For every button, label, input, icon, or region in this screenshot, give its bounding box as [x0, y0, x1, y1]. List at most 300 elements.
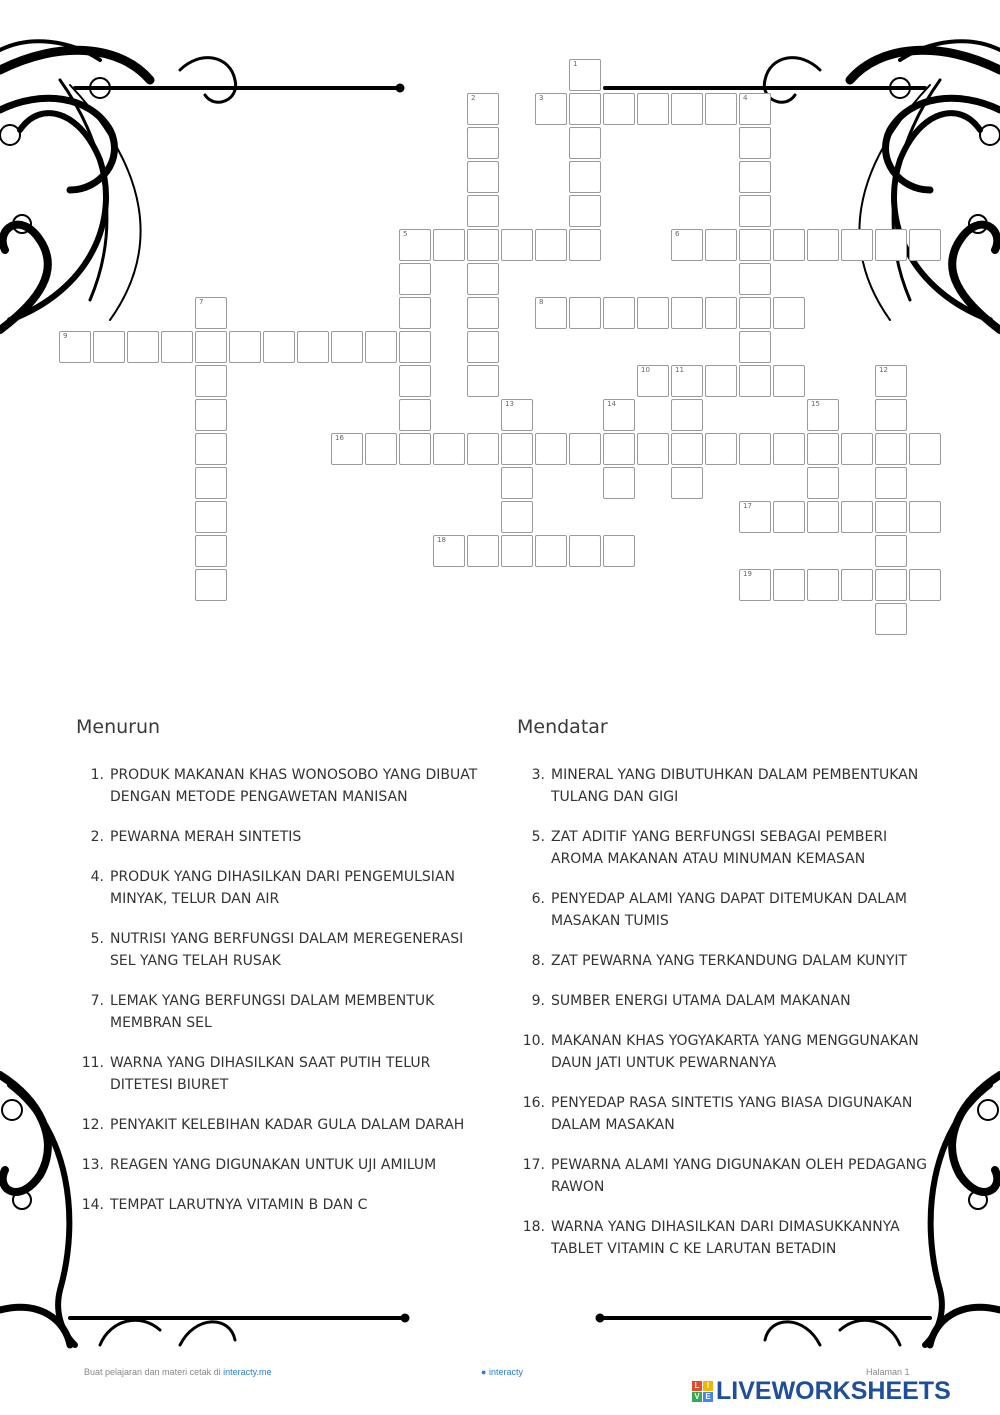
crossword-cell[interactable]: [569, 297, 601, 329]
crossword-cell[interactable]: [603, 297, 635, 329]
crossword-letter-input[interactable]: [638, 94, 668, 124]
crossword-cell[interactable]: [705, 93, 737, 125]
crossword-letter-input[interactable]: [876, 570, 906, 600]
crossword-cell[interactable]: [807, 433, 839, 465]
crossword-cell[interactable]: [467, 127, 499, 159]
clues-across-list: [517, 764, 932, 1260]
crossword-letter-input[interactable]: [570, 298, 600, 328]
crossword-cell[interactable]: [331, 331, 363, 363]
footer-credit-text: Buat pelajaran dan materi cetak di: [84, 1367, 221, 1377]
crossword-cell[interactable]: [399, 263, 431, 295]
crossword-cell[interactable]: [535, 297, 567, 329]
crossword-cell[interactable]: [807, 399, 839, 431]
crossword-letter-input[interactable]: [774, 570, 804, 600]
crossword-letter-input[interactable]: [638, 298, 668, 328]
crossword-letter-input[interactable]: [570, 434, 600, 464]
crossword-letter-input[interactable]: [876, 502, 906, 532]
crossword-cell[interactable]: [229, 331, 261, 363]
clue-item: [76, 1114, 486, 1136]
crossword-cell[interactable]: [875, 569, 907, 601]
crossword-cell[interactable]: [501, 535, 533, 567]
crossword-letter-input[interactable]: [740, 264, 770, 294]
interacty-link[interactable]: interacty.me: [223, 1367, 272, 1377]
clue-item: [76, 1154, 486, 1176]
crossword-letter-input[interactable]: [230, 332, 260, 362]
interacty-brand-text: interacty: [488, 1367, 523, 1377]
crossword-cell[interactable]: [637, 365, 669, 397]
crossword-cell[interactable]: [467, 535, 499, 567]
crossword-letter-input[interactable]: [536, 230, 566, 260]
clue-item: [517, 950, 932, 972]
crossword-cell[interactable]: [467, 195, 499, 227]
crossword-letter-input[interactable]: [400, 366, 430, 396]
crossword-cell[interactable]: [501, 501, 533, 533]
crossword-letter-input[interactable]: [570, 196, 600, 226]
crossword-cell[interactable]: [705, 297, 737, 329]
crossword-cell[interactable]: [705, 229, 737, 261]
crossword-cell[interactable]: [399, 297, 431, 329]
crossword-cell[interactable]: [569, 195, 601, 227]
crossword-cell[interactable]: [569, 229, 601, 261]
crossword-letter-input[interactable]: [196, 298, 226, 328]
crossword-cell[interactable]: [637, 433, 669, 465]
clues-down: [76, 716, 486, 1234]
crossword-cell[interactable]: [195, 365, 227, 397]
crossword-letter-input[interactable]: [570, 128, 600, 158]
crossword-letter-input[interactable]: [196, 536, 226, 566]
clue-number: 12: [879, 366, 888, 374]
crossword-letter-input[interactable]: [740, 502, 770, 532]
crossword-cell[interactable]: [569, 93, 601, 125]
clue-item-text: WARNA YANG DIHASILKAN DARI DIMASUKKANNYA TABLET VITAMIN C KE LARUTAN BETADIN: [551, 1219, 900, 1257]
crossword-letter-input[interactable]: [740, 366, 770, 396]
crossword-cell[interactable]: [467, 433, 499, 465]
crossword-letter-input[interactable]: [876, 434, 906, 464]
crossword-cell[interactable]: [875, 467, 907, 499]
liveworksheets-mark-icon: [692, 1381, 713, 1402]
clues-across-title: Mendatar: [517, 716, 608, 738]
crossword-cell[interactable]: [705, 433, 737, 465]
crossword-letter-input[interactable]: [468, 94, 498, 124]
crossword-cell[interactable]: [875, 399, 907, 431]
crossword-letter-input[interactable]: [502, 502, 532, 532]
crossword-letter-input[interactable]: [468, 196, 498, 226]
crossword-letter-input[interactable]: [604, 94, 634, 124]
clue-item-text: PRODUK YANG DIHASILKAN DARI PENGEMULSIAN MINYAK, TELUR DAN AIR: [110, 869, 455, 907]
liveworksheets-logo[interactable]: [692, 1377, 951, 1405]
crossword-letter-input[interactable]: [264, 332, 294, 362]
liveworksheets-logo-text: LIVEWORKSHEETS: [716, 1376, 951, 1405]
crossword-letter-input[interactable]: [332, 332, 362, 362]
crossword-cell[interactable]: [433, 433, 465, 465]
clue-number: 3: [539, 94, 544, 102]
crossword-cell[interactable]: [297, 331, 329, 363]
crossword-cell[interactable]: [59, 331, 91, 363]
crossword-cell[interactable]: [841, 229, 873, 261]
crossword-letter-input[interactable]: [60, 332, 90, 362]
crossword-cell[interactable]: [399, 229, 431, 261]
crossword-letter-input[interactable]: [196, 434, 226, 464]
page-number: Halaman 1: [866, 1367, 910, 1377]
crossword-cell[interactable]: [773, 229, 805, 261]
crossword-letter-input[interactable]: [672, 400, 702, 430]
crossword-letter-input[interactable]: [196, 570, 226, 600]
clue-number: 18: [437, 536, 446, 544]
crossword-cell[interactable]: [909, 229, 941, 261]
crossword-letter-input[interactable]: [808, 570, 838, 600]
crossword-letter-input[interactable]: [604, 434, 634, 464]
crossword-cell[interactable]: [909, 501, 941, 533]
interacty-brand: [481, 1367, 523, 1377]
crossword-cell[interactable]: [773, 569, 805, 601]
crossword-letter-input[interactable]: [94, 332, 124, 362]
crossword-cell[interactable]: [603, 467, 635, 499]
crossword-cell[interactable]: [535, 535, 567, 567]
crossword-cell[interactable]: [739, 331, 771, 363]
crossword-cell[interactable]: [127, 331, 159, 363]
crossword-cell[interactable]: [909, 433, 941, 465]
crossword-cell[interactable]: [841, 433, 873, 465]
clue-item-text: PEWARNA ALAMI YANG DIGUNAKAN OLEH PEDAGANG RAWON: [551, 1157, 927, 1195]
crossword-letter-input[interactable]: [196, 400, 226, 430]
crossword-letter-input[interactable]: [740, 332, 770, 362]
clue-number: 7: [199, 298, 204, 306]
crossword-letter-input[interactable]: [740, 162, 770, 192]
crossword-letter-input[interactable]: [468, 332, 498, 362]
crossword-letter-input[interactable]: [876, 604, 906, 634]
crossword-letter-input[interactable]: [706, 94, 736, 124]
crossword-cell[interactable]: [739, 569, 771, 601]
crossword-letter-input[interactable]: [638, 366, 668, 396]
crossword-cell[interactable]: [841, 501, 873, 533]
crossword-letter-input[interactable]: [740, 128, 770, 158]
crossword-cell[interactable]: [365, 433, 397, 465]
crossword-letter-input[interactable]: [740, 570, 770, 600]
crossword-cell[interactable]: [875, 229, 907, 261]
crossword-letter-input[interactable]: [468, 366, 498, 396]
crossword-letter-input[interactable]: [672, 230, 702, 260]
crossword-letter-input[interactable]: [672, 366, 702, 396]
crossword-letter-input[interactable]: [672, 298, 702, 328]
crossword-letter-input[interactable]: [876, 536, 906, 566]
crossword-letter-input[interactable]: [604, 298, 634, 328]
crossword-letter-input[interactable]: [468, 264, 498, 294]
clue-item-number: 5.: [531, 829, 545, 845]
crossword-cell[interactable]: [467, 93, 499, 125]
crossword-cell[interactable]: [739, 365, 771, 397]
crossword-letter-input[interactable]: [842, 570, 872, 600]
clue-item: [76, 826, 486, 848]
crossword-letter-input[interactable]: [876, 400, 906, 430]
crossword-cell[interactable]: [671, 399, 703, 431]
crossword-letter-input[interactable]: [502, 434, 532, 464]
crossword-letter-input[interactable]: [468, 434, 498, 464]
crossword-letter-input[interactable]: [400, 298, 430, 328]
clue-number: 17: [743, 502, 752, 510]
crossword-cell[interactable]: [705, 365, 737, 397]
crossword-cell[interactable]: [93, 331, 125, 363]
crossword-cell[interactable]: [739, 297, 771, 329]
crossword-cell[interactable]: [195, 467, 227, 499]
crossword-cell[interactable]: [195, 501, 227, 533]
crossword-cell[interactable]: [501, 399, 533, 431]
clue-item-number: 6.: [531, 891, 545, 907]
crossword-cell[interactable]: [637, 297, 669, 329]
crossword-cell[interactable]: [773, 501, 805, 533]
crossword-letter-input[interactable]: [468, 536, 498, 566]
clue-item: [517, 1154, 932, 1198]
crossword-letter-input[interactable]: [706, 230, 736, 260]
crossword-letter-input[interactable]: [638, 434, 668, 464]
clue-number: 10: [641, 366, 650, 374]
crossword-letter-input[interactable]: [400, 264, 430, 294]
crossword-letter-input[interactable]: [876, 230, 906, 260]
crossword-cell[interactable]: [433, 535, 465, 567]
crossword-cell[interactable]: [161, 331, 193, 363]
crossword-letter-input[interactable]: [434, 434, 464, 464]
crossword-cell[interactable]: [433, 229, 465, 261]
crossword-letter-input[interactable]: [536, 298, 566, 328]
crossword-cell[interactable]: [739, 161, 771, 193]
clue-item: [517, 1030, 932, 1074]
crossword-letter-input[interactable]: [162, 332, 192, 362]
crossword-letter-input[interactable]: [196, 502, 226, 532]
clue-item-number: 16.: [522, 1095, 545, 1111]
crossword-cell[interactable]: [467, 161, 499, 193]
crossword-letter-input[interactable]: [400, 332, 430, 362]
crossword-cell[interactable]: [467, 331, 499, 363]
crossword-letter-input[interactable]: [910, 502, 940, 532]
crossword-cell[interactable]: [195, 433, 227, 465]
crossword-cell[interactable]: [603, 93, 635, 125]
crossword-cell[interactable]: [671, 297, 703, 329]
crossword-cell[interactable]: [535, 93, 567, 125]
crossword-cell[interactable]: [195, 535, 227, 567]
crossword-letter-input[interactable]: [740, 196, 770, 226]
crossword-cell[interactable]: [501, 433, 533, 465]
crossword-letter-input[interactable]: [366, 332, 396, 362]
crossword-letter-input[interactable]: [808, 230, 838, 260]
crossword-cell[interactable]: [501, 229, 533, 261]
crossword-cell[interactable]: [739, 93, 771, 125]
crossword-letter-input[interactable]: [400, 230, 430, 260]
crossword-letter-input[interactable]: [842, 502, 872, 532]
crossword-cell[interactable]: [807, 229, 839, 261]
clue-item: [76, 764, 486, 808]
crossword-letter-input[interactable]: [570, 60, 600, 90]
crossword-cell[interactable]: [467, 365, 499, 397]
crossword-letter-input[interactable]: [570, 230, 600, 260]
crossword-cell[interactable]: [739, 263, 771, 295]
crossword-letter-input[interactable]: [808, 434, 838, 464]
crossword-letter-input[interactable]: [434, 230, 464, 260]
crossword-letter-input[interactable]: [400, 400, 430, 430]
crossword-cell[interactable]: [739, 127, 771, 159]
crossword-letter-input[interactable]: [502, 536, 532, 566]
crossword-letter-input[interactable]: [910, 434, 940, 464]
clues-down-title: Menurun: [76, 716, 161, 738]
crossword-letter-input[interactable]: [468, 230, 498, 260]
crossword-letter-input[interactable]: [536, 94, 566, 124]
crossword-letter-input[interactable]: [128, 332, 158, 362]
crossword-letter-input[interactable]: [570, 94, 600, 124]
crossword-cell[interactable]: [195, 399, 227, 431]
crossword-cell[interactable]: [807, 569, 839, 601]
clue-item-text: LEMAK YANG BERFUNGSI DALAM MEMBENTUK MEMBRAN SEL: [110, 993, 435, 1031]
crossword-letter-input[interactable]: [332, 434, 362, 464]
crossword-letter-input[interactable]: [434, 536, 464, 566]
crossword-cell[interactable]: [195, 331, 227, 363]
clue-item: [517, 764, 932, 808]
crossword-cell[interactable]: [637, 93, 669, 125]
clue-item: [76, 1194, 486, 1216]
crossword-cell[interactable]: [399, 433, 431, 465]
crossword-cell[interactable]: [195, 297, 227, 329]
crossword-cell[interactable]: [739, 195, 771, 227]
crossword-cell[interactable]: [671, 433, 703, 465]
crossword-cell[interactable]: [399, 331, 431, 363]
clue-number: 14: [607, 400, 616, 408]
crossword-letter-input[interactable]: [366, 434, 396, 464]
clue-item-text: ZAT PEWARNA YANG TERKANDUNG DALAM KUNYIT: [551, 953, 908, 969]
crossword-letter-input[interactable]: [570, 162, 600, 192]
crossword-letter-input[interactable]: [706, 298, 736, 328]
crossword-letter-input[interactable]: [468, 162, 498, 192]
crossword-letter-input[interactable]: [774, 366, 804, 396]
crossword-letter-input[interactable]: [672, 468, 702, 498]
clue-item-number: 7.: [90, 993, 104, 1009]
crossword-letter-input[interactable]: [706, 434, 736, 464]
crossword-letter-input[interactable]: [842, 230, 872, 260]
crossword-cell[interactable]: [569, 161, 601, 193]
crossword-letter-input[interactable]: [468, 298, 498, 328]
crossword-cell[interactable]: [841, 569, 873, 601]
crossword-letter-input[interactable]: [196, 332, 226, 362]
crossword-cell[interactable]: [875, 501, 907, 533]
crossword-letter-input[interactable]: [400, 434, 430, 464]
crossword-cell[interactable]: [569, 59, 601, 91]
crossword-cell[interactable]: [535, 229, 567, 261]
crossword-cell[interactable]: [807, 467, 839, 499]
crossword-letter-input[interactable]: [808, 468, 838, 498]
crossword-letter-input[interactable]: [502, 400, 532, 430]
clue-item: [76, 866, 486, 910]
crossword-letter-input[interactable]: [740, 94, 770, 124]
crossword-letter-input[interactable]: [706, 366, 736, 396]
clue-number: 5: [403, 230, 408, 238]
crossword-cell[interactable]: [875, 603, 907, 635]
crossword-cell[interactable]: [773, 365, 805, 397]
clue-number: 1: [573, 60, 578, 68]
crossword-cell[interactable]: [671, 467, 703, 499]
crossword-cell[interactable]: [603, 399, 635, 431]
crossword-cell[interactable]: [671, 365, 703, 397]
crossword-cell[interactable]: [569, 433, 601, 465]
crossword-letter-input[interactable]: [740, 298, 770, 328]
crossword-cell[interactable]: [569, 535, 601, 567]
crossword-cell[interactable]: [739, 501, 771, 533]
crossword-cell[interactable]: [399, 399, 431, 431]
crossword-letter-input[interactable]: [774, 298, 804, 328]
clue-item-text: NUTRISI YANG BERFUNGSI DALAM MEREGENERASI SEL YANG TELAH RUSAK: [110, 931, 464, 969]
crossword-cell[interactable]: [875, 535, 907, 567]
lw-mark-e: E: [703, 1392, 713, 1402]
crossword-letter-input[interactable]: [876, 468, 906, 498]
crossword-letter-input[interactable]: [502, 230, 532, 260]
crossword-letter-input[interactable]: [740, 434, 770, 464]
crossword-cell[interactable]: [603, 433, 635, 465]
crossword-cell[interactable]: [875, 365, 907, 397]
clue-number: 19: [743, 570, 752, 578]
crossword-letter-input[interactable]: [740, 230, 770, 260]
crossword-cell[interactable]: [739, 229, 771, 261]
clue-item-text: TEMPAT LARUTNYA VITAMIN B DAN C: [110, 1197, 368, 1213]
lw-mark-i: I: [703, 1381, 713, 1391]
crossword-letter-input[interactable]: [774, 230, 804, 260]
crossword-letter-input[interactable]: [808, 502, 838, 532]
crossword-cell[interactable]: [603, 535, 635, 567]
crossword-cell[interactable]: [875, 433, 907, 465]
clue-item: [517, 888, 932, 932]
clue-number: 2: [471, 94, 476, 102]
crossword-cell[interactable]: [467, 297, 499, 329]
crossword-cell[interactable]: [739, 433, 771, 465]
crossword-cell[interactable]: [807, 501, 839, 533]
crossword-letter-input[interactable]: [604, 468, 634, 498]
crossword-letter-input[interactable]: [910, 570, 940, 600]
crossword-cell[interactable]: [331, 433, 363, 465]
crossword-letter-input[interactable]: [774, 502, 804, 532]
crossword-letter-input[interactable]: [196, 366, 226, 396]
crossword-letter-input[interactable]: [298, 332, 328, 362]
crossword-letter-input[interactable]: [196, 468, 226, 498]
crossword-letter-input[interactable]: [672, 94, 702, 124]
crossword-letter-input[interactable]: [604, 400, 634, 430]
crossword-cell[interactable]: [535, 433, 567, 465]
clue-item-text: MINERAL YANG DIBUTUHKAN DALAM PEMBENTUKAN TULANG DAN GIGI: [551, 767, 919, 805]
crossword-letter-input[interactable]: [536, 434, 566, 464]
crossword-cell[interactable]: [467, 229, 499, 261]
clue-item-text: SUMBER ENERGI UTAMA DALAM MAKANAN: [551, 993, 851, 1009]
crossword-cell[interactable]: [399, 365, 431, 397]
crossword-letter-input[interactable]: [808, 400, 838, 430]
crossword-cell[interactable]: [773, 433, 805, 465]
crossword-letter-input[interactable]: [774, 434, 804, 464]
crossword-letter-input[interactable]: [672, 434, 702, 464]
crossword-cell[interactable]: [569, 127, 601, 159]
crossword-cell[interactable]: [671, 229, 703, 261]
crossword-letter-input[interactable]: [910, 230, 940, 260]
clue-item: [517, 1216, 932, 1260]
crossword-letter-input[interactable]: [536, 536, 566, 566]
crossword-cell[interactable]: [909, 569, 941, 601]
clue-item-number: 4.: [90, 869, 104, 885]
crossword-cell[interactable]: [773, 297, 805, 329]
crossword-letter-input[interactable]: [502, 468, 532, 498]
crossword-letter-input[interactable]: [842, 434, 872, 464]
crossword-letter-input[interactable]: [604, 536, 634, 566]
crossword-cell[interactable]: [195, 569, 227, 601]
crossword-cell[interactable]: [501, 467, 533, 499]
crossword-cell[interactable]: [365, 331, 397, 363]
crossword-letter-input[interactable]: [570, 536, 600, 566]
crossword-cell[interactable]: [467, 263, 499, 295]
crossword-letter-input[interactable]: [468, 128, 498, 158]
crossword-cell[interactable]: [671, 93, 703, 125]
crossword-letter-input[interactable]: [876, 366, 906, 396]
crossword-cell[interactable]: [263, 331, 295, 363]
clue-item-text: PENYAKIT KELEBIHAN KADAR GULA DALAM DARAH: [110, 1117, 465, 1133]
